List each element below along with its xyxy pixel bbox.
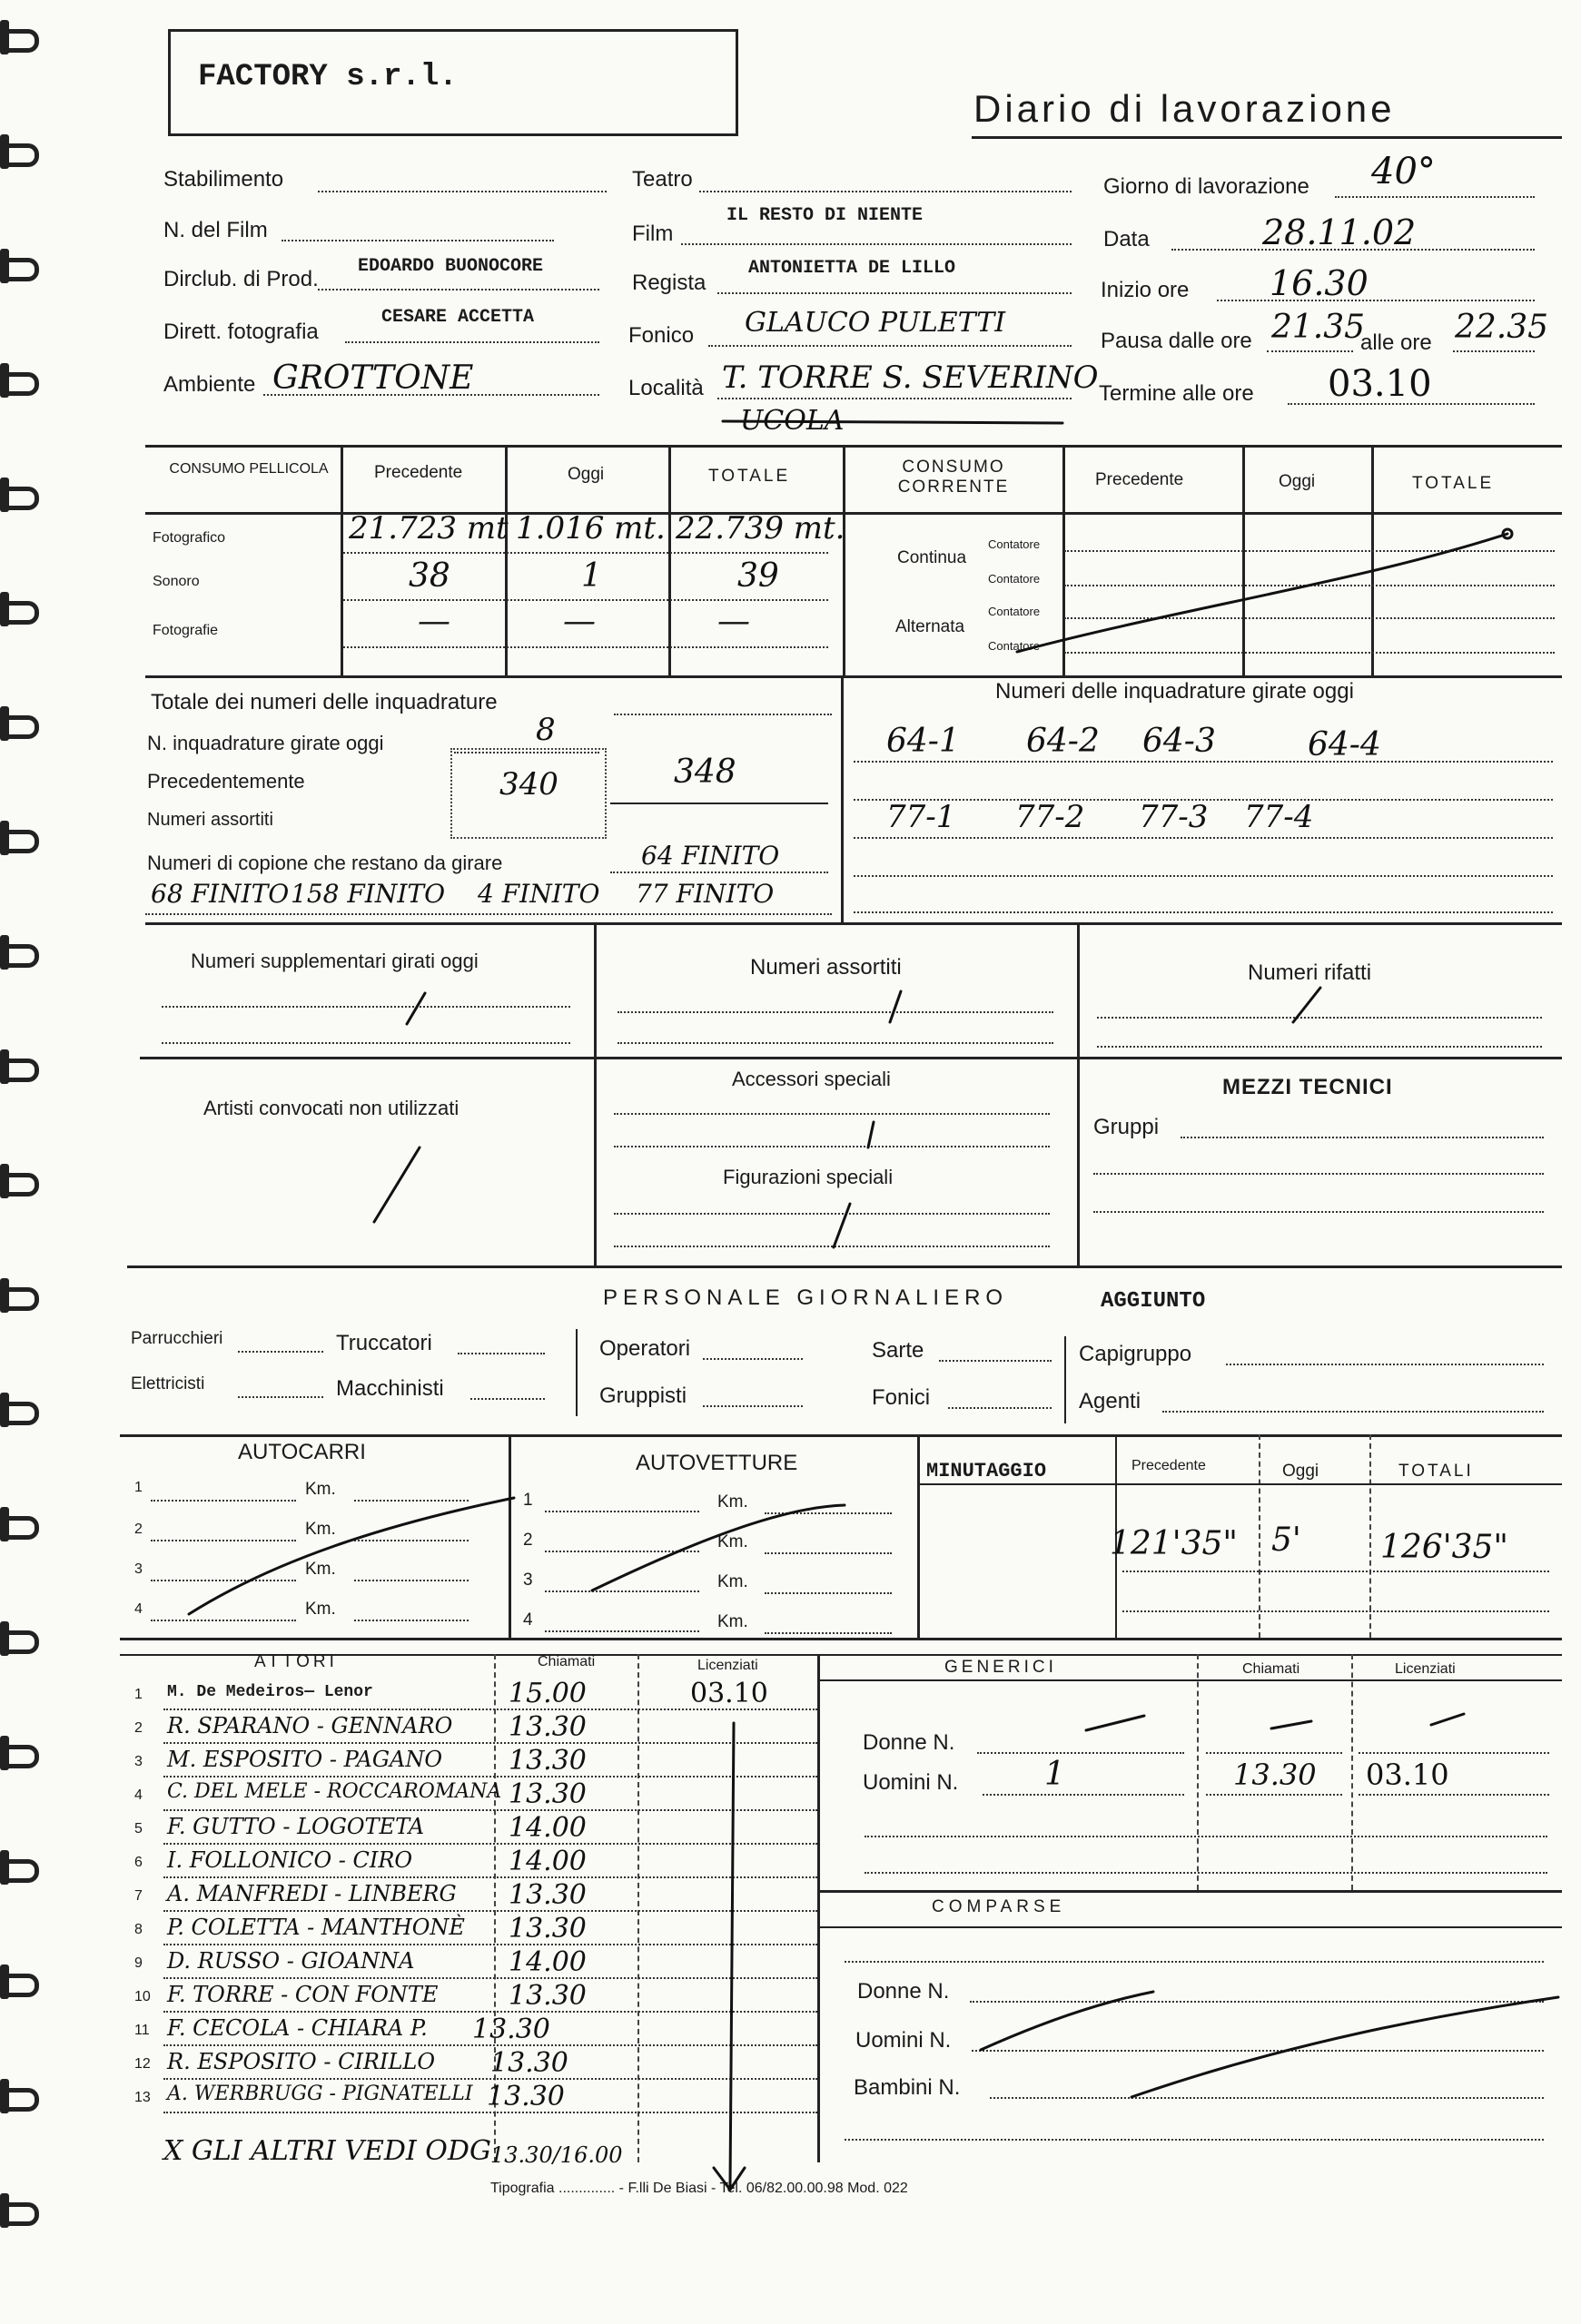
supplementari-slash [407,993,425,1024]
attori-note: X GLI ALTRI VEDI ODG [163,2135,491,2167]
dirprod-value: EDOARDO BUONOCORE [358,256,544,277]
film-value: IL RESTO DI NIENTE [726,205,924,226]
sarte-label: Sarte [872,1338,924,1363]
sonoro-oggi: 1 [581,557,602,595]
actor-chiamati: 13.30 [509,1879,587,1911]
consumo-pellicola-header: CONSUMO PELLICOLA [169,461,329,477]
pausa-from-value: 21.35 [1271,309,1366,346]
row-number: 11 [134,2023,150,2038]
autocarro-n3: 3 [134,1561,143,1577]
actor-name: A. MANFREDI - LINBERG [167,1881,457,1906]
comparse-cancel-stroke-1 [981,1992,1153,2050]
ambiente-value: GROTTONE [272,359,474,397]
actor-chiamati: 13.30 [509,1711,587,1743]
fotografie-totale: — [717,603,750,640]
sonoro-totale: 39 [737,557,779,595]
consumo-corrente-header: CONSUMO CORRENTE [897,458,1010,497]
autovettura-km-4: Km. [717,1612,748,1631]
data-value: 28.11.02 [1262,212,1417,252]
autovettura-n1: 1 [523,1491,533,1510]
col-precedente-header: Precedente [374,463,463,482]
min-oggi-value: 5' [1271,1521,1301,1559]
actor-chiamati: 13.30 [472,2014,550,2045]
copione-label: Numeri di copione che restano da girare [147,852,503,874]
actor-name: P. COLETTA - MANTHONÈ [167,1915,465,1940]
localita-underline [723,421,1062,423]
generici-chiamati-dash [1271,1721,1311,1728]
actor-name: R. SPARANO - GENNARO [167,1713,453,1738]
actor-chiamati: 14.00 [509,1946,587,1978]
min-precedente-header: Precedente [1131,1458,1206,1473]
gruppisti-label: Gruppisti [599,1384,687,1408]
dirprod-label: Dirclub. di Prod. [163,267,319,291]
artisti-label: Artisti convocati non utilizzati [203,1097,459,1119]
fotografie-precedente: — [418,603,450,640]
nfilm-label: N. del Film [163,218,268,242]
autovetture-cancel-stroke [592,1505,845,1590]
actor-name: I. FOLLONICO - CIRO [167,1847,413,1873]
girate-label: N. inquadrature girate oggi [147,732,384,754]
row-number: 1 [134,1687,143,1702]
rifatti-slash [1293,988,1320,1022]
actor-licenziati: 03.10 [690,1678,768,1709]
actor-name: D. RUSSO - GIOANNA [167,1948,415,1974]
actor-name: M. ESPOSITO - PAGANO [167,1747,443,1772]
oggi-shot-3: 64-3 [1142,723,1216,760]
actor-chiamati: 13.30 [509,1980,587,2012]
giorno-label: Giorno di lavorazione [1103,174,1309,199]
fonico-label: Fonico [628,323,695,348]
col-oggi-header: Oggi [568,465,605,484]
comparse-title: COMPARSE [932,1897,1066,1916]
comparse-bambini-label: Bambini N. [854,2075,961,2100]
corrente-cancel-stroke [1017,534,1507,652]
autocarro-km-3: Km. [305,1560,336,1579]
assortiti-label: Numeri assortiti [147,810,273,830]
actor-chiamati: 15.00 [509,1678,587,1709]
col-totale-header: TOTALE [708,467,791,486]
generici-chiamati-header: Chiamati [1242,1661,1300,1677]
fotografico-totale: 22.739 mt. [676,510,845,547]
actor-name: F. CECOLA - CHIARA P. [167,2015,428,2041]
oggi-shot-2: 64-2 [1026,723,1100,760]
localita-value: T. TORRE S. SEVERINO [722,359,1099,396]
actor-name: R. ESPOSITO - CIRILLO [167,2049,436,2074]
attori-licenziati-header: Licenziati [697,1658,758,1673]
rifatti-label: Numeri rifatti [1248,960,1372,985]
actor-chiamati: 13.30 [509,1745,587,1777]
row-number: 12 [134,2056,151,2072]
autocarro-km-4: Km. [305,1600,336,1619]
generici-licenziati-dash [1431,1714,1464,1725]
min-precedente-value: 121'35" [1110,1525,1238,1562]
pausa-label: Pausa dalle ore [1101,329,1252,353]
printer-credit: Tipografia .............. - F.lli De Biasi - Tel. 06/82.00.00.98 Mod. 022 [490,2181,908,2196]
attori-chiamati-header: Chiamati [538,1654,596,1669]
row-number: 10 [134,1989,151,2004]
autovettura-n3: 3 [523,1571,533,1590]
autocarro-n1: 1 [134,1480,143,1495]
generici-uomini-value: 1 [1044,1756,1065,1793]
contatore-label-3: Contatore [988,605,1041,618]
macchinisti-label: Macchinisti [336,1376,444,1401]
attori-down-arrow [730,1723,734,2186]
actor-name: A. WERBRUGG - PIGNATELLI [167,2083,473,2105]
dirfoto-label: Dirett. fotografia [163,320,319,344]
contatore-label-2: Contatore [988,572,1041,586]
copione-item-3: 4 FINITO [478,879,600,909]
actor-chiamati: 14.00 [509,1846,587,1877]
localita-label: Località [628,376,704,400]
ambiente-label: Ambiente [163,372,256,397]
autocarri-cancel-stroke [189,1498,514,1614]
actor-name: F. GUTTO - LOGOTETA [167,1814,425,1839]
accessori-slash [868,1122,874,1147]
autovettura-km-2: Km. [717,1532,748,1551]
generici-uomini-chiamati-value: 13.30 [1233,1758,1317,1792]
copione-value: 64 FINITO [641,841,780,871]
comparse-donne-label: Donne N. [857,1979,950,2004]
supplementari-label: Numeri supplementari girati oggi [191,950,479,972]
row-number: 9 [134,1955,143,1971]
teatro-label: Teatro [632,167,693,192]
row-number: 5 [134,1821,143,1837]
attori-header: ATTORI [254,1652,338,1671]
truccatori-label: Truccatori [336,1331,432,1355]
oggi-shot-4: 64-4 [1308,726,1381,763]
autovettura-n2: 2 [523,1531,533,1550]
row-number: 8 [134,1922,143,1937]
alternata-label: Alternata [895,617,965,636]
copione-item-2: 158 FINITO [291,879,446,909]
min-totali-header: TOTALI [1398,1462,1474,1481]
generici-licenziati-header: Licenziati [1395,1661,1456,1677]
stabilimento-label: Stabilimento [163,167,284,192]
film-label: Film [632,222,674,246]
autocarro-km-2: Km. [305,1520,336,1539]
figurazioni-slash [834,1204,850,1247]
contatore-label-1: Contatore [988,537,1041,551]
document-title: Diario di lavorazione [973,87,1396,130]
gruppi-label: Gruppi [1093,1115,1160,1139]
autovettura-km-1: Km. [717,1492,748,1512]
row-number: 3 [134,1754,143,1769]
actor-chiamati: 13.30 [509,1913,587,1945]
generici-uomini-label: Uomini N. [863,1770,959,1795]
autocarri-title: AUTOCARRI [238,1440,366,1464]
actor-name: C. DEL MELE - ROCCAROMANA [167,1780,502,1803]
accessori-label: Accessori speciali [732,1068,891,1090]
generici-uomini-licenziati-value: 03.10 [1366,1758,1449,1792]
oggi-shot-7: 77-3 [1139,799,1209,835]
generici-donne-label: Donne N. [863,1730,955,1755]
data-label: Data [1103,227,1150,251]
actor-chiamati: 14.00 [509,1812,587,1844]
contatore-label-4: Contatore [988,639,1041,653]
fotografico-oggi: 1.016 mt. [516,510,666,547]
totale-inquadrature-label: Totale dei numeri delle inquadrature [151,690,498,714]
dirfoto-value: CESARE ACCETTA [381,307,535,328]
fotografico-precedente: 21.723 mt [349,510,509,547]
row-label-fotografico: Fotografico [153,530,226,546]
inquadrature-oggi-title: Numeri delle inquadrature girate oggi [995,679,1354,704]
corrente-precedente-header: Precedente [1095,470,1184,489]
company-name: FACTORY s.r.l. [198,60,458,94]
elettricisti-label: Elettricisti [131,1374,205,1393]
actor-name: M. De Medeiros— Lenor [167,1683,373,1701]
regista-value: ANTONIETTA DE LILLO [748,258,956,279]
alle-label: alle ore [1360,330,1432,355]
regista-label: Regista [632,271,707,295]
oggi-shot-1: 64-1 [886,723,960,760]
autovettura-n4: 4 [523,1610,533,1630]
operatori-label: Operatori [599,1336,691,1361]
row-number: 2 [134,1720,143,1736]
actor-chiamati: 13.30 [487,2081,565,2112]
corrente-totale-header: TOTALE [1412,474,1495,493]
autovetture-title: AUTOVETTURE [636,1451,798,1475]
oggi-shot-5: 77-1 [886,799,956,835]
localita-value-2: UCOLA [740,405,845,437]
generici-title: GENERICI [944,1658,1057,1677]
copione-item-1: 68 FINITO [151,879,290,909]
row-label-fotografie: Fotografie [153,623,219,638]
parrucchieri-label: Parrucchieri [131,1329,223,1348]
precedentemente-value: 340 [499,766,558,803]
precedentemente-label: Precedentemente [147,770,305,793]
actor-chiamati: 13.30 [509,1778,587,1810]
generici-donne-dash [1086,1716,1144,1730]
sonoro-precedente: 38 [409,557,450,595]
inizio-value: 16.30 [1270,263,1369,303]
figurazioni-label: Figurazioni speciali [723,1166,894,1188]
artisti-slash [374,1147,420,1222]
personale-title: PERSONALE GIORNALIERO [603,1285,1009,1310]
agenti-label: Agenti [1079,1389,1141,1413]
girate-value: 8 [536,712,556,748]
sum-value: 348 [674,753,736,791]
autovettura-km-3: Km. [717,1572,748,1591]
row-number: 4 [134,1787,143,1803]
copione-item-4: 77 FINITO [636,879,775,909]
min-oggi-header: Oggi [1282,1462,1319,1481]
row-number: 13 [134,2090,151,2105]
assortiti-label-2: Numeri assortiti [750,955,902,980]
autocarro-n4: 4 [134,1601,143,1617]
giorno-value: 40° [1371,151,1436,192]
autocarro-n2: 2 [134,1521,143,1537]
actor-chiamati: 13.30 [490,2047,568,2079]
continua-label: Continua [897,548,967,567]
row-label-sonoro: Sonoro [153,574,200,589]
fotografie-oggi: — [563,603,596,640]
actor-name: F. TORRE - CON FONTE [167,1982,439,2007]
mezzi-tecnici-title: MEZZI TECNICI [1222,1075,1393,1099]
comparse-uomini-label: Uomini N. [855,2028,952,2053]
min-totali-value: 126'35" [1380,1529,1508,1566]
oggi-shot-6: 77-2 [1015,799,1085,835]
termine-value: 03.10 [1328,363,1432,405]
fonici-label: Fonici [872,1385,931,1410]
attori-note-time: 13.30/16.00 [490,2142,623,2168]
assortiti-slash [890,991,901,1022]
termine-label: Termine alle ore [1099,381,1254,406]
fonico-value: GLAUCO PULETTI [745,307,1006,339]
comparse-cancel-stroke-2 [1131,1997,1558,2097]
autocarro-km-1: Km. [305,1480,336,1499]
minutaggio-title: MINUTAGGIO [926,1460,1047,1482]
inizio-label: Inizio ore [1101,278,1190,302]
pausa-to-value: 22.35 [1455,309,1549,346]
oggi-shot-8: 77-4 [1244,799,1314,835]
capigruppo-label: Capigruppo [1079,1342,1192,1366]
row-number: 7 [134,1888,143,1904]
personale-title-2: AGGIUNTO [1101,1289,1206,1314]
corrente-oggi-header: Oggi [1279,472,1316,491]
row-number: 6 [134,1855,143,1870]
